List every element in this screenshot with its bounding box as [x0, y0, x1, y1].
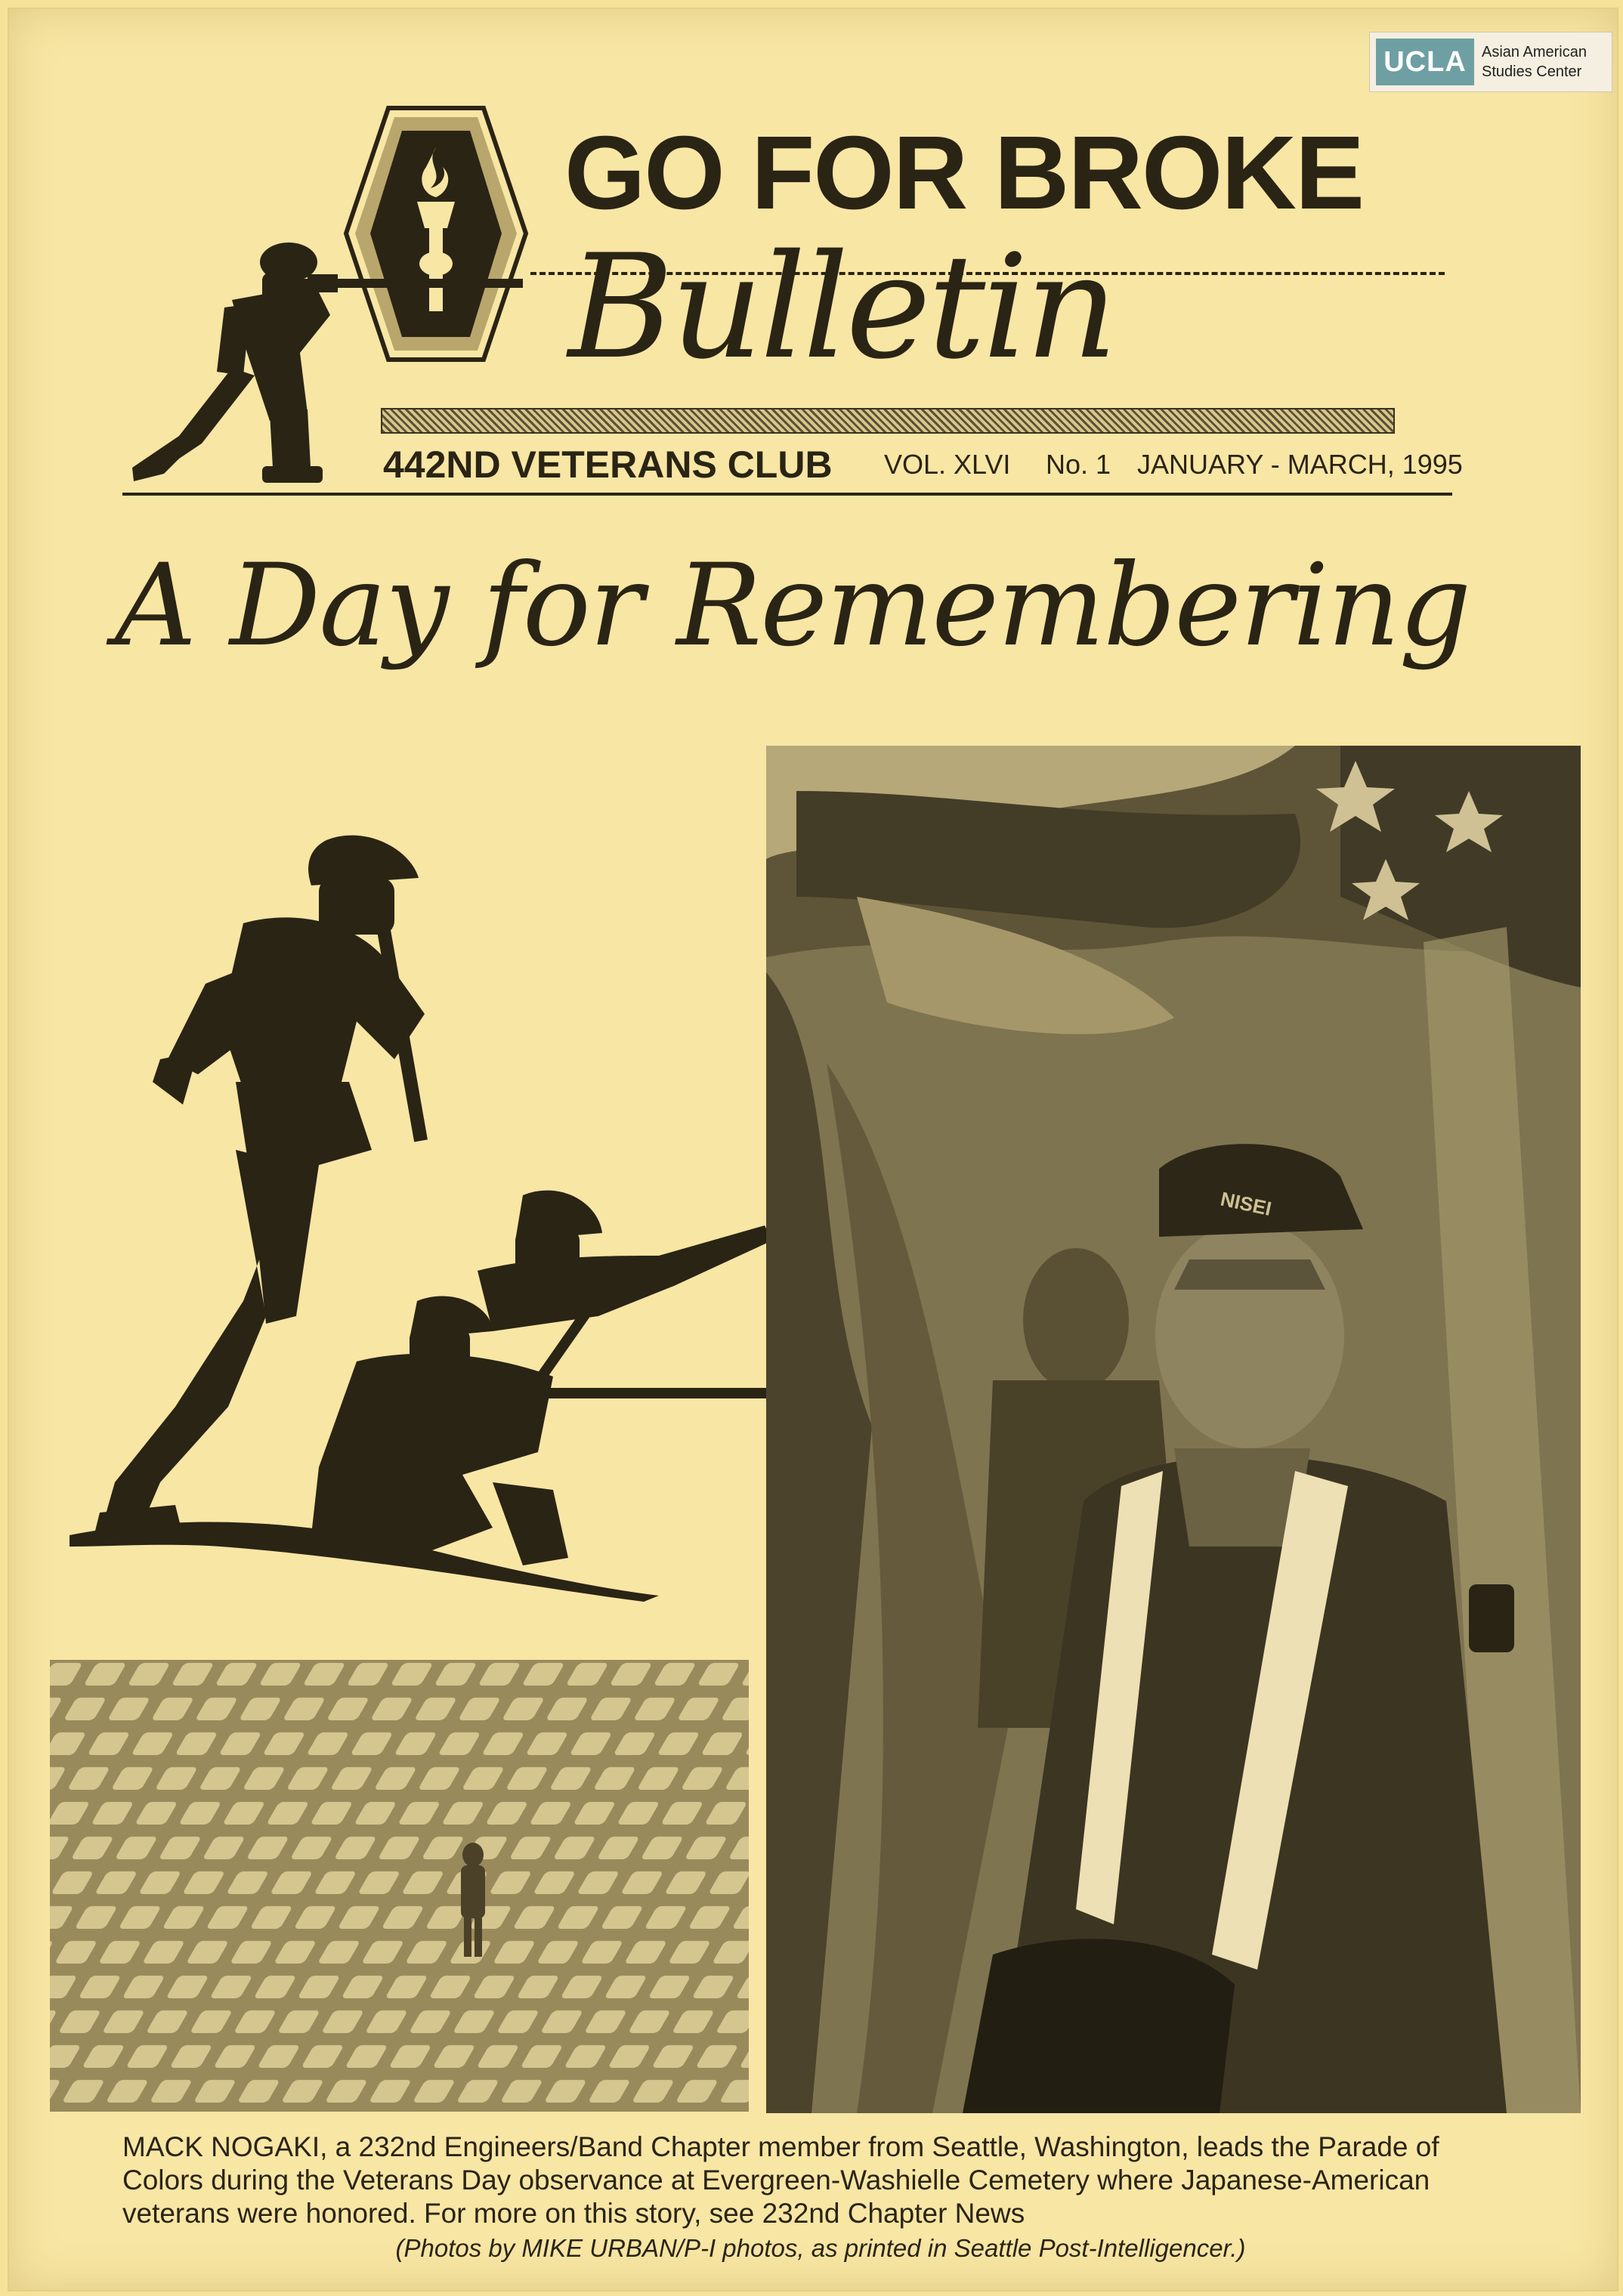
issue-number: No. 1 — [1046, 449, 1111, 480]
issue-date: JANUARY - MARCH, 1995 — [1137, 449, 1463, 480]
photo-credit: (Photos by MIKE URBAN/P-I photos, as printed in Seattle Post-Intelligencer.) — [395, 2234, 1246, 2262]
veteran-parade-of-colors-photo — [766, 746, 1581, 2113]
photo-caption: MACK NOGAKI, a 232nd Engineers/Band Chapter member from Seattle, Washington, leads the Parade of Colors during the Veterans Day observance at Evergreen-Washielle Cemetery where Japanese-American veterans were honored. For more on this story, see 232nd Chapter News — [122, 2131, 1439, 2229]
ucla-watermark-badge — [1369, 32, 1612, 92]
cemetery-photo — [50, 1660, 749, 2112]
advancing-soldiers-illustration — [70, 833, 840, 1649]
ucla-logo: UCLA — [1376, 39, 1474, 85]
nisei-cap-text: NISEI — [1218, 1187, 1274, 1220]
masthead-rule — [122, 493, 1452, 496]
cover-headline: A Day for Remembering — [115, 540, 1470, 672]
volume-label: VOL. XLVI — [884, 449, 1011, 480]
club-name: 442ND VETERANS CLUB — [383, 443, 833, 486]
bulletin-cover — [8, 8, 1618, 2291]
ucla-center-name: Asian American Studies Center — [1482, 44, 1587, 80]
masthead-title: GO FOR BROKE — [564, 115, 1364, 231]
masthead-hatched-bar — [381, 408, 1395, 434]
masthead-script-title: Bulletin — [568, 224, 1115, 391]
